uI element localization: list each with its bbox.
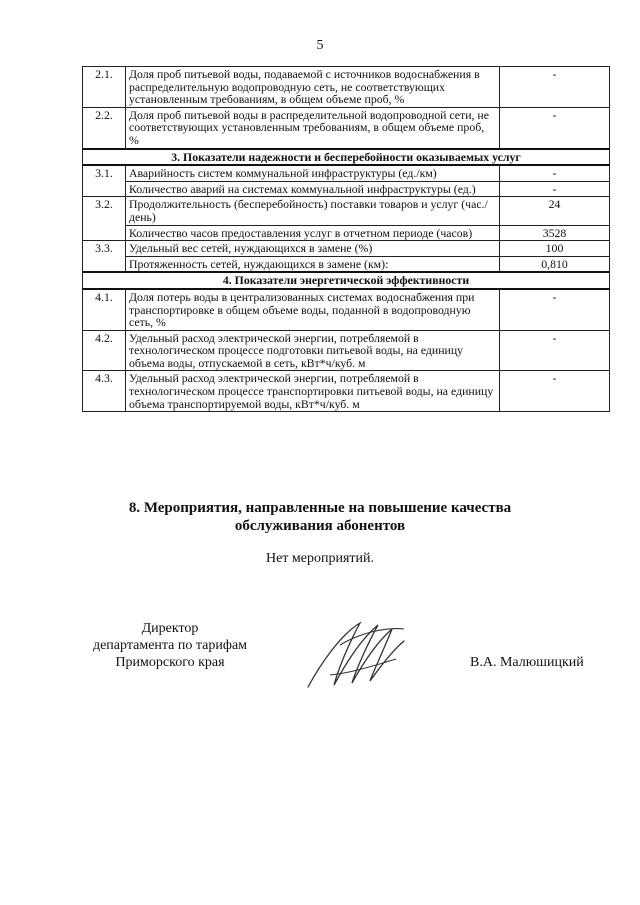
row-number: 3.1.	[83, 165, 126, 197]
table-row	[83, 225, 610, 241]
indicator-value: 0,810	[500, 256, 610, 272]
indicator-value: 3528	[500, 225, 610, 241]
section-8-heading-line1: 8. Мероприятия, направленные на повышение качества	[128, 500, 512, 516]
section-8-heading-line2: обслуживания абонентов	[234, 518, 406, 534]
indicator-name: Удельный вес сетей, нуждающихся в замене (%)	[126, 241, 500, 257]
handwritten-signature	[300, 615, 410, 695]
page-number: 5	[316, 38, 324, 53]
signatory-title-line2: департамента по тарифам	[92, 638, 248, 653]
indicator-name: Доля потерь воды в централизованных системах водоснабжения при транспортировке в общем объеме воды, поданной в водопроводную сеть, %	[126, 289, 500, 330]
table-row	[83, 371, 610, 412]
table-row	[83, 107, 610, 148]
indicator-name: Протяженность сетей, нуждающихся в замене (км):	[126, 256, 500, 272]
table-section-header	[83, 149, 610, 166]
indicators-table-body	[83, 67, 610, 412]
row-number: 4.1.	[83, 289, 126, 330]
table-row	[83, 181, 610, 197]
indicators-table	[82, 66, 610, 412]
row-number: 3.3.	[83, 241, 126, 273]
table-row	[83, 165, 610, 181]
indicator-name: Продолжительность (бесперебойность) поставки товаров и услуг (час./день)	[126, 197, 500, 225]
indicator-value: -	[500, 165, 610, 181]
indicator-value: -	[500, 107, 610, 148]
row-number: 4.3.	[83, 371, 126, 412]
table-section-header	[83, 272, 610, 289]
table-row	[83, 289, 610, 330]
table-row	[83, 197, 610, 225]
signatory-title-line3: Приморского края	[115, 655, 225, 670]
indicator-value: -	[500, 181, 610, 197]
indicator-name: Количество аварий на системах коммунальной инфраструктуры (ед.)	[126, 181, 500, 197]
table-row	[83, 256, 610, 272]
table-row	[83, 330, 610, 371]
section-title: 3. Показатели надежности и бесперебойности оказываемых услуг	[83, 149, 610, 166]
section-title: 4. Показатели энергетической эффективности	[83, 272, 610, 289]
table-row	[83, 67, 610, 108]
indicator-name: Доля проб питьевой воды в распределительной водопроводной сети, не соответствующих установленным требованиям, в общем объеме проб, %	[126, 107, 500, 148]
no-measures-text: Нет мероприятий.	[265, 551, 375, 566]
section-8-heading	[0, 499, 640, 535]
row-number: 3.2.	[83, 197, 126, 241]
indicator-name: Количество часов предоставления услуг в отчетном периоде (часов)	[126, 225, 500, 241]
indicator-value: 100	[500, 241, 610, 257]
indicator-value: -	[500, 67, 610, 108]
row-number: 2.2.	[83, 107, 126, 148]
indicator-name: Аварийность систем коммунальной инфраструктуры (ед./км)	[126, 165, 500, 181]
table-row	[83, 241, 610, 257]
indicator-value: -	[500, 371, 610, 412]
signatory-name: В.А. Малюшицкий	[470, 655, 584, 670]
indicator-name: Удельный расход электрической энергии, потребляемой в технологическом процессе подготовки питьевой воды, на единицу объема воды, отпускаемой в сеть, кВт*ч/куб. м	[126, 330, 500, 371]
signatory-title-line1: Директор	[141, 621, 199, 636]
indicator-value: -	[500, 289, 610, 330]
row-number: 2.1.	[83, 67, 126, 108]
row-number: 4.2.	[83, 330, 126, 371]
indicator-value: -	[500, 330, 610, 371]
indicator-name: Доля проб питьевой воды, подаваемой с источников водоснабжения в распределительную водопроводную сеть, не соответствующих установленным требованиям, в общем объеме проб, %	[126, 67, 500, 108]
indicator-name: Удельный расход электрической энергии, потребляемой в технологическом процессе транспортировки питьевой воды, на единицу объема транспортируемой воды, кВт*ч/куб. м	[126, 371, 500, 412]
indicator-value: 24	[500, 197, 610, 225]
signatory-title	[70, 620, 270, 671]
